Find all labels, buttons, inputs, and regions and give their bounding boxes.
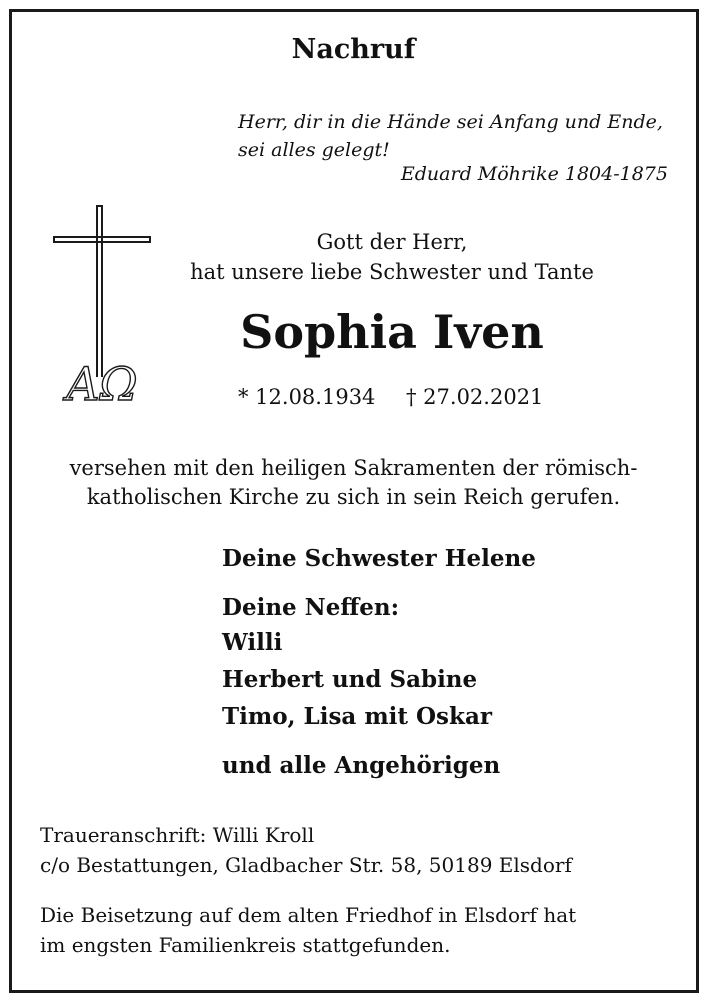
- intro-line-1: Gott der Herr,: [316, 230, 468, 254]
- burial-line-1: Die Beisetzung auf dem alten Friedhof in Elsdorf hat: [40, 903, 577, 927]
- notice-heading: Nachruf: [291, 34, 416, 65]
- quote-line-2: sei alles gelegt!: [238, 139, 390, 161]
- emblem-letters: AΩ: [66, 357, 138, 409]
- quote-author: Eduard Möhrike 1804-1875: [400, 163, 668, 185]
- mourner-line: Willi: [222, 629, 283, 656]
- mourner-line: Herbert und Sabine: [222, 666, 478, 693]
- address-line-2: c/o Bestattungen, Gladbacher Str. 58, 50189 Elsdorf: [40, 853, 572, 877]
- birth-date: * 12.08.1934: [238, 385, 376, 409]
- address-line-1: Traueranschrift: Willi Kroll: [40, 823, 315, 847]
- intro-line-2: hat unsere liebe Schwester und Tante: [190, 260, 594, 284]
- mourner-line: Deine Schwester Helene: [222, 545, 536, 572]
- body-line-2: katholischen Kirche zu sich in sein Reich gerufen.: [86, 485, 621, 509]
- mourner-line: Timo, Lisa mit Oskar: [222, 703, 492, 730]
- mourner-line: Deine Neffen:: [222, 594, 400, 621]
- burial-line-2: im engsten Familienkreis stattgefunden.: [40, 933, 451, 957]
- death-date: † 27.02.2021: [406, 385, 544, 409]
- mourner-line: und alle Angehörigen: [222, 752, 501, 779]
- body-line-1: versehen mit den heiligen Sakramenten der römisch-: [69, 456, 638, 480]
- quote-line-1: Herr, dir in die Hände sei Anfang und Ende,: [238, 111, 663, 133]
- deceased-name: Sophia Iven: [240, 305, 544, 359]
